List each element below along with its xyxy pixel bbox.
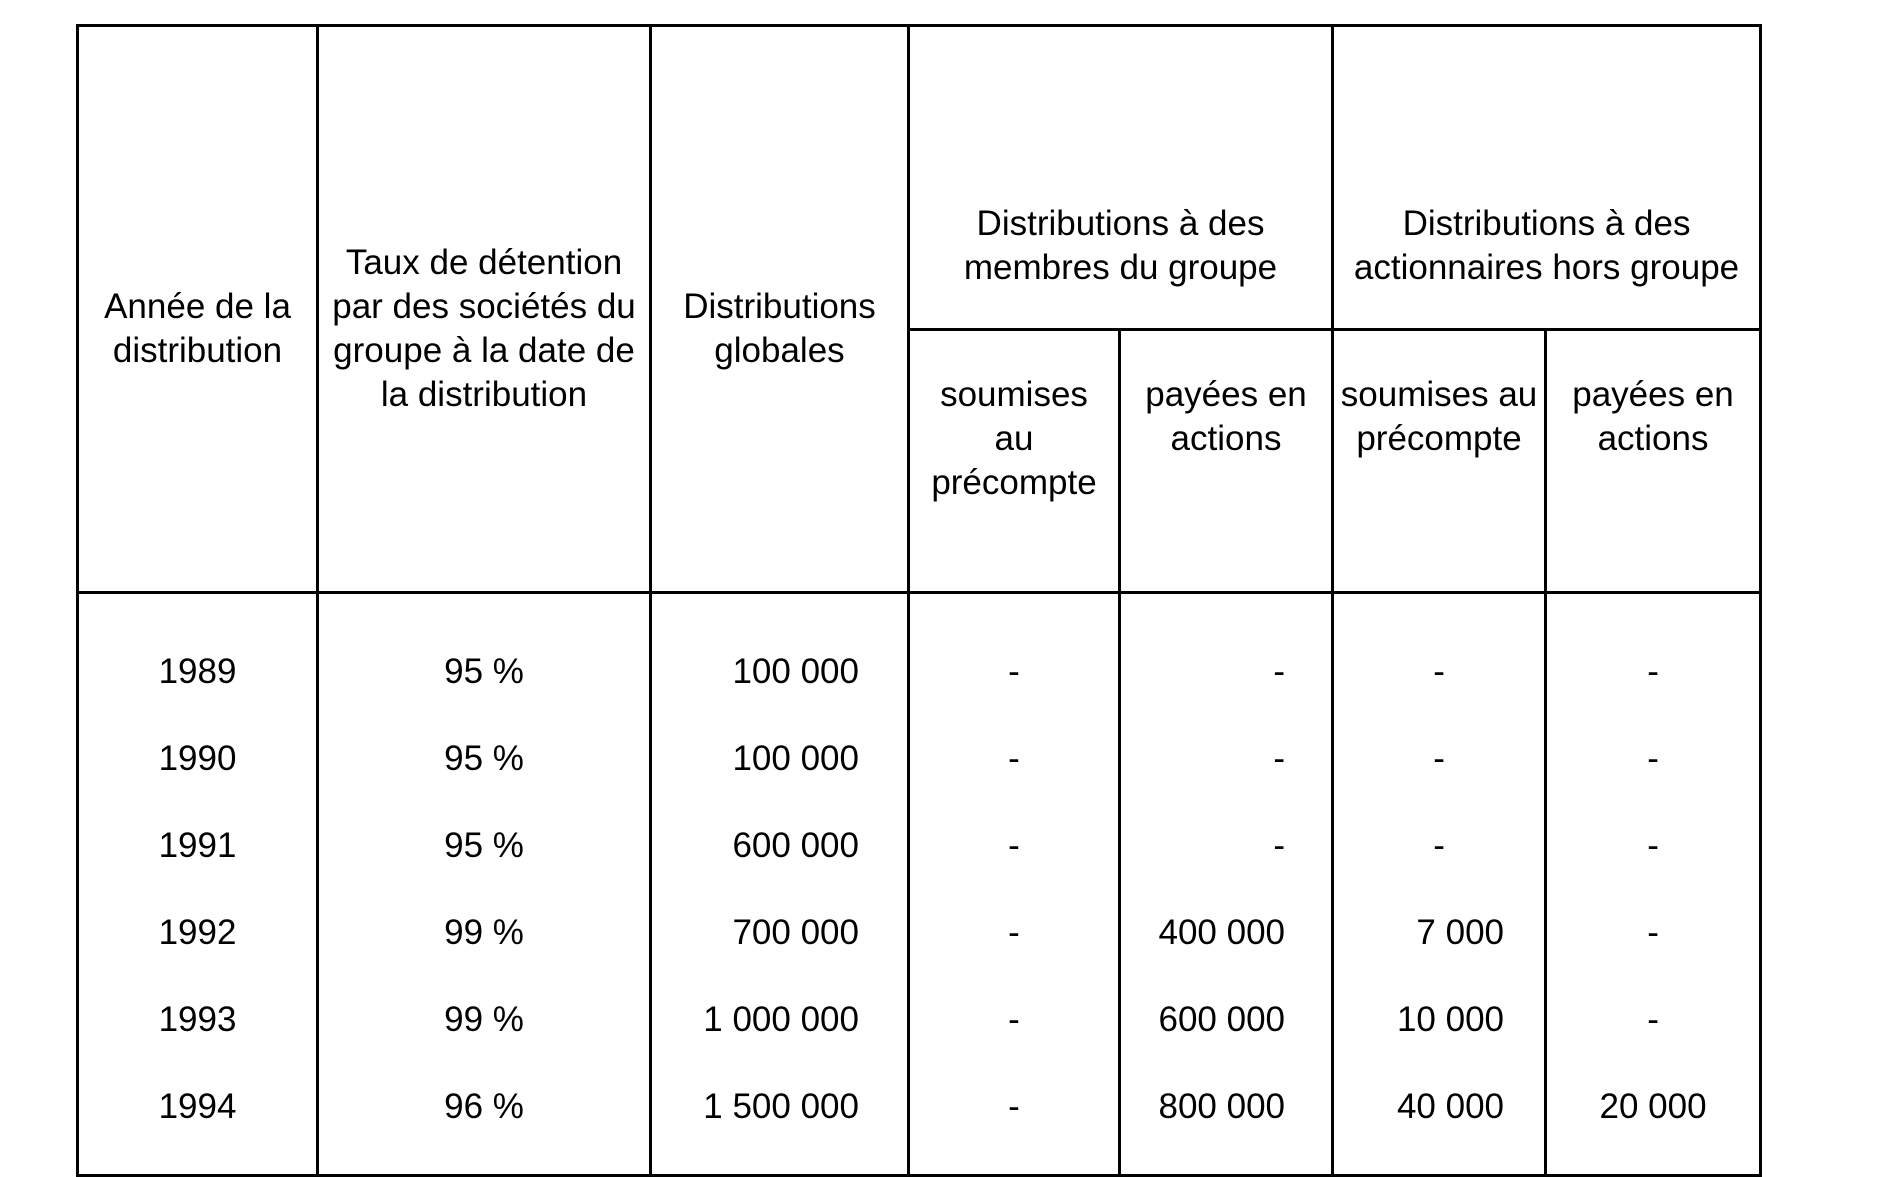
header-gm-precompte: soumises au précompte <box>909 330 1120 593</box>
cell-gm-precompte: - <box>909 593 1120 716</box>
cell-gm-precompte: - <box>909 976 1120 1063</box>
cell-gm-actions: - <box>1120 593 1333 716</box>
cell-global: 1 000 000 <box>651 976 909 1063</box>
cell-os-precompte: - <box>1333 715 1546 802</box>
cell-os-actions: - <box>1546 593 1761 716</box>
table-row <box>78 889 1761 976</box>
cell-year: 1989 <box>78 593 318 716</box>
table-row <box>78 715 1761 802</box>
cell-rate: 96 % <box>318 1063 651 1176</box>
header-os-precompte: soumises au précompte <box>1333 330 1546 593</box>
header-gm-actions: payées en actions <box>1120 330 1333 593</box>
cell-os-actions: 20 000 <box>1546 1063 1761 1176</box>
table-row <box>78 1063 1761 1176</box>
cell-rate: 99 % <box>318 889 651 976</box>
cell-year: 1994 <box>78 1063 318 1176</box>
cell-global: 700 000 <box>651 889 909 976</box>
cell-year: 1990 <box>78 715 318 802</box>
cell-os-precompte: - <box>1333 593 1546 716</box>
cell-global: 1 500 000 <box>651 1063 909 1176</box>
cell-os-actions: - <box>1546 976 1761 1063</box>
cell-year: 1993 <box>78 976 318 1063</box>
cell-global: 100 000 <box>651 715 909 802</box>
cell-gm-precompte: - <box>909 802 1120 889</box>
cell-os-precompte: - <box>1333 802 1546 889</box>
distribution-table <box>76 24 1762 1177</box>
cell-os-precompte: 10 000 <box>1333 976 1546 1063</box>
header-global: Distributions globales <box>651 26 909 593</box>
cell-gm-actions: - <box>1120 802 1333 889</box>
cell-os-actions: - <box>1546 715 1761 802</box>
table-row <box>78 976 1761 1063</box>
cell-gm-precompte: - <box>909 715 1120 802</box>
cell-global: 600 000 <box>651 802 909 889</box>
cell-os-actions: - <box>1546 802 1761 889</box>
header-year: Année de la distribution <box>78 26 318 593</box>
header-outside-shareholders: Distributions à des actionnaires hors groupe <box>1333 26 1761 330</box>
cell-rate: 99 % <box>318 976 651 1063</box>
table-row <box>78 593 1761 716</box>
cell-gm-precompte: - <box>909 889 1120 976</box>
table-row <box>78 802 1761 889</box>
cell-year: 1992 <box>78 889 318 976</box>
cell-gm-precompte: - <box>909 1063 1120 1176</box>
cell-os-precompte: 40 000 <box>1333 1063 1546 1176</box>
header-os-actions: payées en actions <box>1546 330 1761 593</box>
cell-rate: 95 % <box>318 715 651 802</box>
cell-year: 1991 <box>78 802 318 889</box>
cell-global: 100 000 <box>651 593 909 716</box>
cell-rate: 95 % <box>318 802 651 889</box>
cell-gm-actions: 600 000 <box>1120 976 1333 1063</box>
cell-gm-actions: 400 000 <box>1120 889 1333 976</box>
cell-gm-actions: - <box>1120 715 1333 802</box>
cell-rate: 95 % <box>318 593 651 716</box>
header-group-members: Distributions à des membres du groupe <box>909 26 1333 330</box>
cell-gm-actions: 800 000 <box>1120 1063 1333 1176</box>
header-rate: Taux de détention par des sociétés du groupe à la date de la distribution <box>318 26 651 593</box>
cell-os-actions: - <box>1546 889 1761 976</box>
cell-os-precompte: 7 000 <box>1333 889 1546 976</box>
